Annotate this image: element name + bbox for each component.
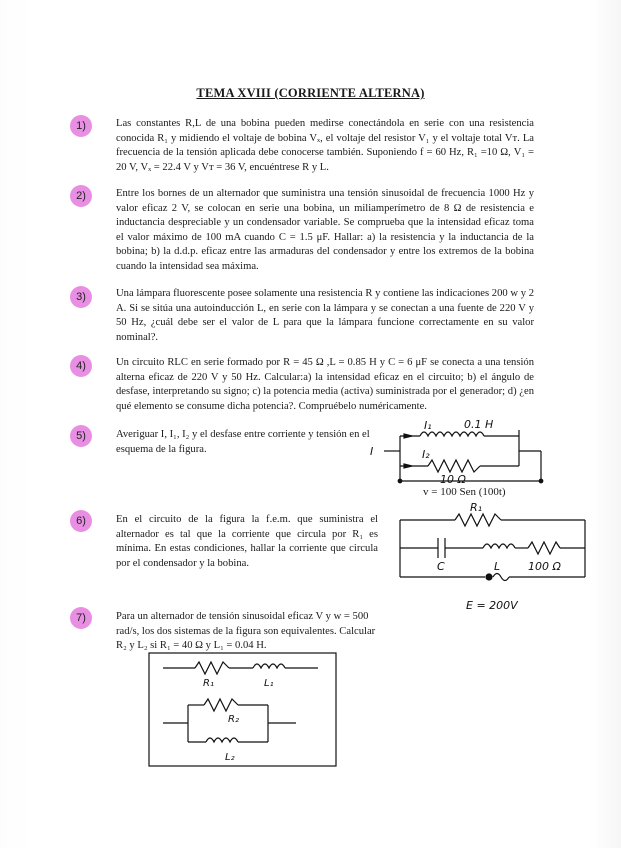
page-title: TEMA XVIII (CORRIENTE ALTERNA) bbox=[196, 86, 425, 100]
problem-number-badge: 6) bbox=[70, 510, 92, 532]
fig7-l2-label: L₂ bbox=[225, 752, 235, 763]
problem-number-badge: 2) bbox=[70, 185, 92, 207]
fig7-r1-label: R₁ bbox=[203, 678, 214, 689]
fig6-l-label: L bbox=[494, 560, 501, 573]
fig5-l-value: 0.1 H bbox=[464, 418, 494, 431]
problem-number-badge: 3) bbox=[70, 286, 92, 308]
fig6-emf-label: E = 200V bbox=[466, 599, 518, 612]
fig7-r2-label: R₂ bbox=[228, 714, 239, 725]
fig5-r-value: 10 Ω bbox=[440, 473, 466, 486]
problem-text: Entre los bornes de un alternador que suministra una tensión sinusoidal de frecuencia 1000 Hz y valor eficaz 2 V, se colocan en serie una bobina, un miliamperímetro de 8 Ω de resistencia e inductancia despreciable y un condensador variable. Se comprueba que la intensidad eficaz toma el valor máximo de 100 mA cuando C = 1.5 μF. Hallar: a) la resistencia y la inductancia de la bobina; b) la d.d.p. eficaz entre las armaduras del condensador y entre los extremos de la bobina cuando la intensidad sea máxima. bbox=[116, 188, 534, 272]
problem-number-badge: 7) bbox=[70, 607, 92, 629]
problem-text: Para un alternador de tensión sinusoidal eficaz V y w = 500 rad/s, los dos sistemas de la figura son equivalentes. Calcular R₂ y L₂ si R₁ = 40 Ω y L₁ = 0.04 H. bbox=[116, 611, 376, 652]
fig7-l1-label: L₁ bbox=[264, 678, 274, 689]
fig6-r-value: 100 Ω bbox=[528, 560, 561, 573]
problem-number-badge: 5) bbox=[70, 425, 92, 447]
problem-text: Las constantes R,L de una bobina pueden medirse conectándola en serie con una resistencia conocida R₁ y midiendo el voltaje de bobina Vₓ, el voltaje del resistor V₁ y el voltaje total Vᴛ. La frecuencia de la tensión aplicada debe conocerse también. Suponiendo f = 60 Hz, R₁ =10 Ω, V₁ = 20 V, Vₓ = 22.4 V y Vᴛ = 36 V, encuéntrese R y L. bbox=[116, 118, 534, 173]
fig5-labels bbox=[370, 418, 493, 486]
problem-text: Un circuito RLC en serie formado por R = 45 Ω ,L = 0.85 H y C = 6 μF se conecta a una tensión alterna eficaz de 220 V y 50 Hz. Calcular:a) la intensidad eficaz en el circuito; b) el ángulo de desfase, interpretando su signo; c) la potencia media (activa) suministrada por el generador; d) ¿en qué elemento se consume dicha potencia?. Compruébelo numéricamente. bbox=[116, 357, 534, 412]
fig5-i1-label: I₁ bbox=[424, 419, 432, 432]
fig6-c-label: C bbox=[437, 560, 445, 573]
fig5-source-label: v = 100 Sen (100t) bbox=[423, 486, 506, 498]
problem-text: Averiguar I, I₁, I₂ y el desfase entre corriente y tensión en el esquema de la figura. bbox=[116, 429, 370, 455]
problem-number-badge: 1) bbox=[70, 115, 92, 137]
fig7-labels bbox=[203, 678, 274, 763]
problem-number-badge: 4) bbox=[70, 355, 92, 377]
problem-text: Una lámpara fluorescente posee solamente una resistencia R y contiene las indicaciones 200 w y 2 A. Si se sitúa una autoinducción L, en serie con la lámpara y se conectan a una fuente de 220 V y 50 Hz, ¿cuál debe ser el valor de L para que la lámpara funcione correctamente en su valor nominal?. bbox=[116, 288, 534, 343]
fig6-r1-label: R₁ bbox=[470, 501, 483, 514]
problem-text: En el circuito de la figura la f.e.m. que suministra el alternador es tal que la corriente que circula por R₁ es mínima. En estas condiciones, hallar la corriente que circula por el condensador y la bobina. bbox=[116, 514, 378, 569]
fig7-circuit bbox=[149, 653, 336, 766]
fig5-i-label: I bbox=[370, 445, 374, 458]
fig5-i2-label: I₂ bbox=[422, 448, 430, 461]
